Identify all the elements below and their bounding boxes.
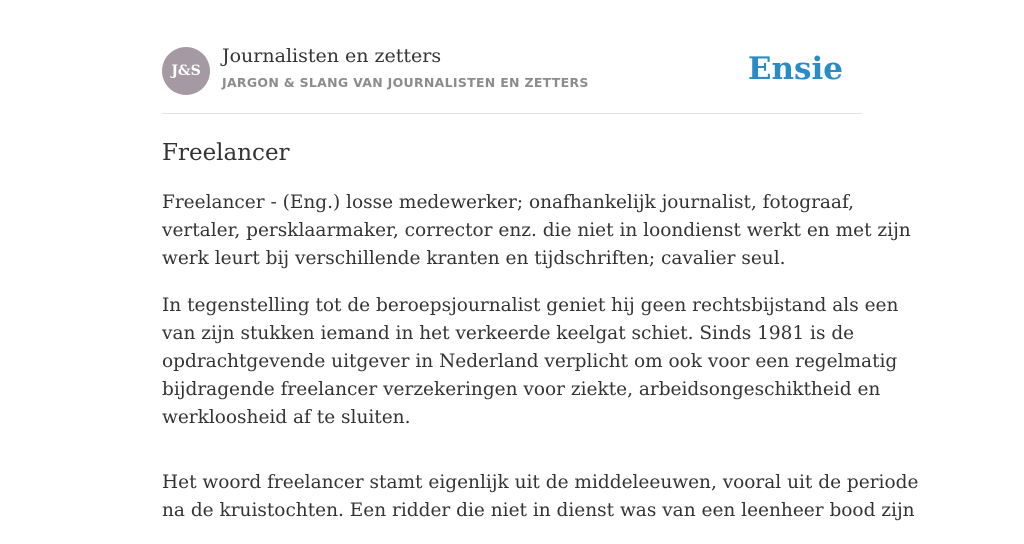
paragraph-etymology [162, 469, 919, 525]
text-line: werkloosheid af te sluiten. [162, 407, 411, 428]
text-line: werk leurt bij verschillende kranten en tijdschriften; cavalier seul. [162, 248, 786, 269]
text-line: Freelancer - (Eng.) losse medewerker; onafhankelijk journalist, fotograaf, [162, 192, 855, 213]
text-line: van zijn stukken iemand in het verkeerde keelgat schiet. Sinds 1981 is de [162, 323, 855, 344]
ensie-logo[interactable]: Ensie [747, 51, 843, 87]
entry-page [162, 0, 919, 521]
text-line: vertaler, persklaarmaker, corrector enz. die niet in loondienst werkt en met zijn [162, 220, 911, 241]
entry-body [162, 189, 919, 544]
text-line: bijdragende freelancer verzekeringen voor ziekte, arbeidsongeschiktheid en [162, 379, 881, 400]
text-line: In tegenstelling tot de beroepsjournalist geniet hij geen rechtsbijstand als een [162, 295, 899, 316]
header [162, 0, 862, 114]
paragraph-definition [162, 189, 911, 273]
entry-title: Freelancer [162, 140, 290, 166]
book-title[interactable]: Journalisten en zetters [222, 45, 442, 67]
paragraph-legal [162, 292, 899, 432]
text-line: Het woord freelancer stamt eigenlijk uit de middeleeuwen, vooral uit de periode [162, 472, 919, 493]
book-avatar[interactable]: J&S [162, 47, 210, 95]
text-line: opdrachtgevende uitgever in Nederland verplicht om ook voor een regelmatig [162, 351, 898, 372]
book-subtitle: JARGON & SLANG VAN JOURNALISTEN EN ZETTERS [222, 75, 589, 90]
text-line: na de kruistochten. Een ridder die niet in dienst was van een leenheer bood zijn [162, 500, 915, 521]
